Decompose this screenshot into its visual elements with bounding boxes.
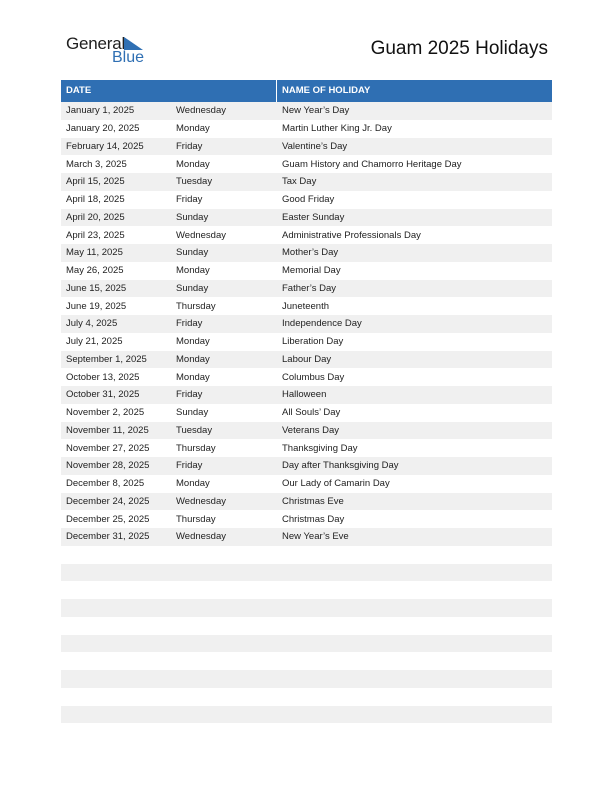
table-header xyxy=(61,80,552,102)
holiday-date: April 23, 2025 xyxy=(66,229,125,241)
holiday-weekday: Monday xyxy=(176,123,210,135)
holiday-weekday: Sunday xyxy=(176,211,209,223)
holiday-name: Memorial Day xyxy=(282,265,341,277)
empty-row xyxy=(61,635,552,653)
holiday-weekday: Tuesday xyxy=(176,424,213,436)
holiday-weekday: Sunday xyxy=(176,282,209,294)
holiday-weekday: Tuesday xyxy=(176,176,213,188)
page-title: Guam 2025 Holidays xyxy=(370,38,548,59)
holiday-weekday: Friday xyxy=(176,389,203,401)
holiday-name: Juneteenth xyxy=(282,300,330,312)
holiday-name: Our Lady of Camarin Day xyxy=(282,478,390,490)
holiday-weekday: Wednesday xyxy=(176,531,226,543)
table-row xyxy=(61,457,552,475)
empty-row xyxy=(61,706,552,724)
table-row xyxy=(61,422,552,440)
holiday-date: July 4, 2025 xyxy=(66,318,118,330)
holiday-date: June 19, 2025 xyxy=(66,300,127,312)
table-row xyxy=(61,333,552,351)
table-row xyxy=(61,191,552,209)
empty-row xyxy=(61,617,552,635)
holiday-name: Halloween xyxy=(282,389,327,401)
holiday-name: Christmas Eve xyxy=(282,495,344,507)
table-row xyxy=(61,528,552,546)
holiday-date: December 25, 2025 xyxy=(66,513,150,525)
holiday-weekday: Wednesday xyxy=(176,229,226,241)
holiday-weekday: Friday xyxy=(176,460,203,472)
holiday-date: April 20, 2025 xyxy=(66,211,125,223)
holiday-date: September 1, 2025 xyxy=(66,353,147,365)
holiday-name: Administrative Professionals Day xyxy=(282,229,421,241)
holiday-name: Guam History and Chamorro Heritage Day xyxy=(282,158,462,170)
holiday-date: December 24, 2025 xyxy=(66,495,150,507)
empty-row xyxy=(61,564,552,582)
empty-row xyxy=(61,688,552,706)
table-row xyxy=(61,368,552,386)
empty-row xyxy=(61,581,552,599)
table-row xyxy=(61,351,552,369)
holiday-date: May 26, 2025 xyxy=(66,265,124,277)
table-body xyxy=(61,102,552,723)
holiday-date: April 15, 2025 xyxy=(66,176,125,188)
holiday-weekday: Monday xyxy=(176,478,210,490)
holiday-date: October 31, 2025 xyxy=(66,389,140,401)
holiday-name: Valentine’s Day xyxy=(282,140,348,152)
holiday-name: Christmas Day xyxy=(282,513,345,525)
holiday-name: Thanksgiving Day xyxy=(282,442,358,454)
holiday-date: October 13, 2025 xyxy=(66,371,140,383)
holiday-weekday: Wednesday xyxy=(176,495,226,507)
holiday-weekday: Thursday xyxy=(176,442,216,454)
holiday-weekday: Sunday xyxy=(176,407,209,419)
table-row xyxy=(61,439,552,457)
empty-row xyxy=(61,670,552,688)
holiday-table xyxy=(61,80,552,723)
table-row xyxy=(61,297,552,315)
holiday-name: Mother’s Day xyxy=(282,247,339,259)
holiday-name: Martin Luther King Jr. Day xyxy=(282,123,392,135)
holiday-date: November 27, 2025 xyxy=(66,442,150,454)
table-row xyxy=(61,280,552,298)
holiday-name: New Year’s Day xyxy=(282,105,350,117)
holiday-name: All Souls’ Day xyxy=(282,407,341,419)
table-row xyxy=(61,120,552,138)
holiday-name: Labour Day xyxy=(282,353,332,365)
holiday-date: November 28, 2025 xyxy=(66,460,150,472)
holiday-date: January 1, 2025 xyxy=(66,105,135,117)
holiday-date: December 31, 2025 xyxy=(66,531,150,543)
holiday-weekday: Sunday xyxy=(176,247,209,259)
empty-row xyxy=(61,599,552,617)
holiday-weekday: Thursday xyxy=(176,300,216,312)
holiday-name: Columbus Day xyxy=(282,371,345,383)
holiday-weekday: Monday xyxy=(176,353,210,365)
holiday-weekday: Friday xyxy=(176,194,203,206)
header-holiday-name: NAME OF HOLIDAY xyxy=(282,85,371,96)
holiday-weekday: Wednesday xyxy=(176,105,226,117)
holiday-date: June 15, 2025 xyxy=(66,282,127,294)
table-row xyxy=(61,404,552,422)
table-row xyxy=(61,510,552,528)
holiday-date: May 11, 2025 xyxy=(66,247,123,259)
holiday-name: Independence Day xyxy=(282,318,362,330)
holiday-weekday: Monday xyxy=(176,265,210,277)
holiday-date: February 14, 2025 xyxy=(66,140,144,152)
holiday-date: March 3, 2025 xyxy=(66,158,127,170)
holiday-name: Tax Day xyxy=(282,176,317,188)
holiday-date: December 8, 2025 xyxy=(66,478,145,490)
holiday-date: January 20, 2025 xyxy=(66,123,140,135)
holiday-name: Father’s Day xyxy=(282,282,337,294)
generalblue-logo xyxy=(66,34,156,68)
holiday-name: Veterans Day xyxy=(282,424,340,436)
table-row xyxy=(61,209,552,227)
table-row xyxy=(61,102,552,120)
holiday-weekday: Friday xyxy=(176,318,203,330)
holiday-date: November 2, 2025 xyxy=(66,407,145,419)
header-date: DATE xyxy=(61,80,277,102)
table-row xyxy=(61,226,552,244)
holiday-name: Easter Sunday xyxy=(282,211,345,223)
table-row xyxy=(61,386,552,404)
holiday-name: Liberation Day xyxy=(282,336,344,348)
logo-word-blue: Blue xyxy=(112,49,145,66)
holiday-weekday: Friday xyxy=(176,140,203,152)
holiday-name: New Year’s Eve xyxy=(282,531,349,543)
holiday-date: July 21, 2025 xyxy=(66,336,123,348)
table-row xyxy=(61,155,552,173)
holiday-date: April 18, 2025 xyxy=(66,194,125,206)
holiday-weekday: Monday xyxy=(176,371,210,383)
table-row xyxy=(61,262,552,280)
holiday-name: Good Friday xyxy=(282,194,335,206)
holiday-date: November 11, 2025 xyxy=(66,424,149,436)
table-row xyxy=(61,475,552,493)
table-row xyxy=(61,173,552,191)
holiday-weekday: Monday xyxy=(176,336,210,348)
holiday-weekday: Monday xyxy=(176,158,210,170)
logo-word-general: General xyxy=(66,34,126,53)
holiday-weekday: Thursday xyxy=(176,513,216,525)
table-row xyxy=(61,493,552,511)
table-row xyxy=(61,315,552,333)
table-row xyxy=(61,244,552,262)
empty-row xyxy=(61,652,552,670)
empty-row xyxy=(61,546,552,564)
holiday-name: Day after Thanksgiving Day xyxy=(282,460,399,472)
table-row xyxy=(61,138,552,156)
